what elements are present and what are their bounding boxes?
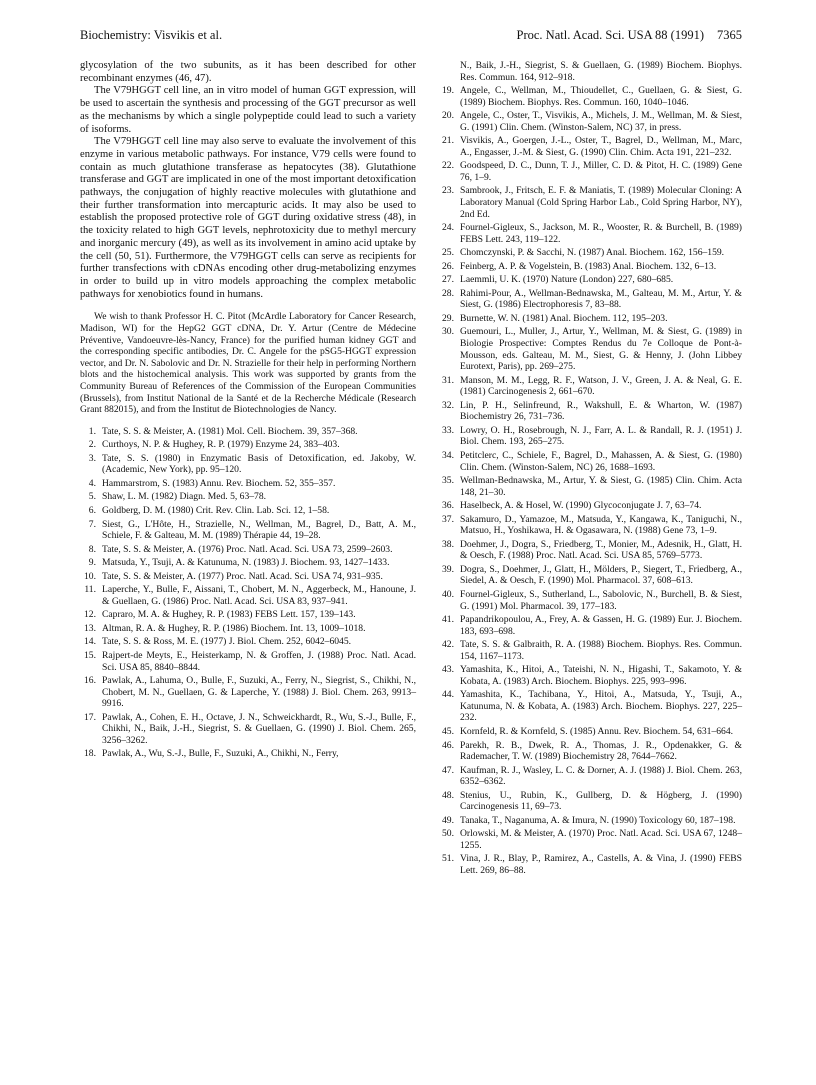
reference-number: 8. — [88, 543, 96, 555]
reference-number: 31. — [442, 374, 454, 386]
reference-number: 33. — [442, 424, 454, 436]
page-header — [80, 28, 742, 46]
reference-item — [438, 375, 742, 398]
reference-text: Stenius, U., Rubin, K., Gullberg, D. & Högberg, J. (1990) Carcinogenesis 11, 69–73. — [460, 789, 742, 813]
reference-number: 3. — [88, 452, 96, 464]
reference-item — [80, 519, 416, 542]
reference-text: Angele, C., Wellman, M., Thioudellet, C., Guellaen, G. & Siest, G. (1989) Biochem. Biophys. Res. Commun. 160, 1040–1046. — [460, 85, 742, 108]
reference-item — [80, 544, 416, 556]
reference-item — [80, 571, 416, 583]
running-head-title: Biochemistry: Visvikis et al. — [80, 28, 223, 42]
reference-text: Parekh, R. B., Dwek, R. A., Thomas, J. R., Opdenakker, G. & Rademacher, T. W. (1989) Biochemistry 28, 7644–7662. — [460, 739, 742, 763]
reference-item — [438, 765, 742, 788]
reference-number: 49. — [442, 814, 454, 826]
reference-item — [438, 853, 742, 876]
reference-item — [80, 636, 416, 648]
reference-text: Papandrikopoulou, A., Frey, A. & Gassen, H. G. (1989) Eur. J. Biochem. 183, 693–698. — [460, 614, 742, 637]
reference-number: 39. — [442, 563, 454, 575]
reference-item — [438, 539, 742, 562]
reference-text: Lin, P. H., Selinfreund, R., Wakshull, E. & Wharton, W. (1987) Biochemistry 26, 731–736. — [460, 399, 742, 423]
reference-item — [438, 60, 742, 83]
reference-number: 46. — [442, 739, 454, 751]
left-column — [80, 60, 416, 762]
reference-text: Dogra, S., Doehmer, J., Glatt, H., Mölders, P., Siegert, T., Friedberg, A., Siedel, A. & Oesch, F. (1990) Mol. Pharmacol. 37, 608–613. — [460, 563, 742, 587]
reference-number: 18. — [84, 748, 96, 760]
reference-number: 11. — [84, 584, 96, 596]
reference-item — [80, 675, 416, 710]
reference-number: 19. — [442, 85, 454, 97]
reference-text: Shaw, L. M. (1982) Diagn. Med. 5, 63–78. — [102, 491, 267, 503]
reference-number: 14. — [84, 636, 96, 648]
reference-item — [438, 514, 742, 537]
reference-text: Tate, S. S. & Ross, M. E. (1977) J. Biol. Chem. 252, 6042–6045. — [102, 636, 352, 648]
reference-text: Hammarstrom, S. (1983) Annu. Rev. Biochem. 52, 355–357. — [102, 477, 336, 489]
reference-number: 44. — [442, 689, 454, 701]
reference-number: 35. — [442, 475, 454, 487]
reference-number: 21. — [442, 135, 454, 147]
reference-text: Pawlak, A., Lahuma, O., Bulle, F., Suzuki, A., Ferry, N., Siegrist, S., Chikhi, N., Chobert, M. N., Guellaen, G. & Laperche, Y. (1988) J. Biol. Chem. 263, 9913–9916. — [102, 675, 416, 710]
reference-text: Sakamuro, D., Yamazoe, M., Matsuda, Y., Kangawa, K., Taniguchi, N., Matsuo, H., Yoshikawa, H. & Ogasawara, N. (1988) Gene 73, 1–9. — [460, 513, 742, 537]
reference-item — [438, 222, 742, 245]
reference-text: Fournel-Gigleux, S., Jackson, M. R., Wooster, R. & Burchell, B. (1989) FEBS Lett. 243, 119–122. — [460, 222, 742, 245]
reference-item — [80, 609, 416, 621]
reference-text: Laperche, Y., Bulle, F., Aissani, T., Chobert, M. N., Aggerbeck, M., Hanoune, J. & Guellaen, G. (1986) Proc. Natl. Acad. Sci. USA 83, 937–941. — [102, 584, 416, 607]
reference-number: 15. — [84, 650, 96, 661]
reference-number: 17. — [84, 711, 96, 723]
reference-text: Tate, S. S. & Meister, A. (1977) Proc. Natl. Acad. Sci. USA 74, 931–935. — [102, 570, 383, 582]
reference-number: 34. — [442, 449, 454, 461]
reference-item — [438, 475, 742, 498]
reference-item — [438, 400, 742, 423]
reference-text: Tate, S. S. & Galbraith, R. A. (1988) Biochem. Biophys. Res. Commun. 154, 1167–1173. — [460, 639, 742, 662]
reference-item — [438, 564, 742, 587]
reference-text: Goldberg, D. M. (1980) Crit. Rev. Clin. Lab. Sci. 12, 1–58. — [102, 504, 330, 516]
reference-item — [438, 740, 742, 763]
reference-item — [438, 689, 742, 724]
reference-item — [438, 261, 742, 273]
reference-text: Angele, C., Oster, T., Visvikis, A., Michels, J. M., Wellman, M. & Siest, G. (1991) Clin. Chem. (Winston-Salem, NC) 37, in press. — [460, 110, 742, 133]
acknowledgment: We wish to thank Professor H. C. Pitot (McArdle Laboratory for Cancer Research, Madison, WI) for the HepG2 GGT cDNA, Dr. Y. Artur (Centre de Médecine Préventive, Vandoeuvre-lès-Nancy, France) for the purified human kidney GGT and the corresponding specific antibodies, Dr. C. Angele for the pSG5-HGGT expression vector, and Dr. N. Sabolovic and Dr. N. Strazielle for their help in performing Northern blots and the histochemical analysis. This work was supported by grants from the Community Bureau of References of the Commission of the European Communities (Brussels), from Institut National de la Santé et de la Recherche Médicale (Research Grant 882015), and from the Institut de Biotechnologies de Nancy. — [80, 311, 416, 416]
reference-item — [438, 639, 742, 662]
reference-number: 29. — [442, 312, 454, 324]
reference-text: Orlowski, M. & Meister, A. (1970) Proc. Natl. Acad. Sci. USA 67, 1248–1255. — [460, 828, 742, 851]
reference-number: 50. — [442, 828, 454, 840]
reference-item — [438, 790, 742, 813]
reference-text: Haselbeck, A. & Hosel, W. (1990) Glycoconjugate J. 7, 63–74. — [460, 500, 702, 512]
reference-text: Yamashita, K., Hitoi, A., Tateishi, N. N., Higashi, T., Sakamoto, Y. & Kobata, A. (1983) Arch. Biochem. Biophys. 225, 993–996. — [460, 664, 742, 687]
reference-text: Burnette, W. N. (1981) Anal. Biochem. 112, 195–203. — [460, 312, 668, 324]
reference-item — [80, 426, 416, 438]
reference-item — [438, 425, 742, 448]
reference-number: 48. — [442, 789, 454, 801]
reference-number: 40. — [442, 588, 454, 600]
reference-item — [438, 85, 742, 108]
reference-list-left — [80, 426, 416, 760]
reference-item — [438, 664, 742, 687]
reference-text: Pawlak, A., Cohen, E. H., Octave, J. N., Schweickhardt, R., Wu, S.-J., Bulle, F., Chikhi, N., Baik, J.-H., Siegrist, S. & Guellaen, G. (1990) J. Biol. Chem. 265, 3256–3262. — [102, 711, 416, 746]
body-paragraph: glycosylation of the two subunits, as it has been described for other recombinant enzymes (46, 47). — [80, 60, 416, 84]
reference-number: 32. — [442, 399, 454, 411]
reference-text: Feinberg, A. P. & Vogelstein, B. (1983) Anal. Biochem. 132, 6–13. — [460, 260, 717, 272]
reference-list-right — [438, 60, 742, 877]
reference-number: 25. — [442, 247, 454, 259]
reference-number: 4. — [88, 477, 96, 489]
reference-number: 47. — [442, 764, 454, 776]
reference-text: Chomczynski, P. & Sacchi, N. (1987) Anal. Biochem. 162, 156–159. — [460, 247, 725, 259]
reference-item — [438, 614, 742, 637]
reference-text: Sambrook, J., Fritsch, E. F. & Maniatis, T. (1989) Molecular Cloning: A Laboratory Manual (Cold Spring Harbor Lab., Cold Spring Harbor, NY), 2nd Ed. — [460, 185, 742, 220]
reference-text: Tanaka, T., Naganuma, A. & Imura, N. (1990) Toxicology 60, 187–198. — [460, 814, 736, 826]
reference-item — [438, 247, 742, 259]
reference-text: Kaufman, R. J., Wasley, L. C. & Dorner, A. J. (1988) J. Biol. Chem. 263, 6352–6362. — [460, 764, 742, 788]
body-paragraph: The V79HGGT cell line, an in vitro model of human GGT expression, will be used to ascertain the synthesis and processing of the GGT precursor as well as the mechanisms by which a single polypeptide could lead to such a variety of isoforms. — [80, 85, 416, 135]
reference-number: 41. — [442, 614, 454, 626]
reference-number: 12. — [84, 609, 96, 621]
reference-number: 16. — [84, 675, 96, 687]
reference-number: 51. — [442, 853, 454, 865]
page-number: 7365 — [717, 28, 742, 42]
reference-text: Tate, S. S. & Meister, A. (1976) Proc. Natl. Acad. Sci. USA 73, 2599–2603. — [102, 543, 393, 555]
reference-text: Rajpert-de Meyts, E., Heisterkamp, N. & Groffen, J. (1988) Proc. Natl. Acad. Sci. USA 85, 8840–8844. — [102, 650, 416, 673]
reference-text: Pawlak, A., Wu, S.-J., Bulle, F., Suzuki, A., Chikhi, N., Ferry, — [102, 748, 339, 760]
reference-item — [438, 274, 742, 286]
reference-number: 27. — [442, 274, 454, 286]
reference-number: 28. — [442, 287, 454, 299]
reference-text: Matsuda, Y., Tsuji, A. & Katunuma, N. (1983) J. Biochem. 93, 1427–1433. — [102, 557, 390, 569]
reference-text: Rahimi-Pour, A., Wellman-Bednawska, M., Galteau, M. M., Artur, Y. & Siest, G. (1986) Electrophoresis 7, 83–88. — [460, 287, 742, 311]
reference-number: 6. — [88, 504, 96, 516]
reference-number: 42. — [442, 639, 454, 651]
reference-number: 43. — [442, 664, 454, 676]
reference-text: Petitclerc, C., Schiele, F., Bagrel, D., Mahassen, A. & Siest, G. (1980) Clin. Chem. (Winston-Salem, NC) 26, 1688–1693. — [460, 449, 742, 473]
reference-item — [438, 828, 742, 851]
reference-item — [438, 326, 742, 372]
reference-number: 22. — [442, 160, 454, 172]
reference-item — [80, 712, 416, 747]
reference-item — [80, 478, 416, 490]
reference-number: 7. — [88, 518, 96, 530]
reference-number: 10. — [84, 570, 96, 582]
reference-item — [438, 815, 742, 827]
reference-number: 24. — [442, 222, 454, 234]
reference-item — [438, 288, 742, 311]
reference-text: Lowry, O. H., Rosebrough, N. J., Farr, A. L. & Randall, R. J. (1951) J. Biol. Chem. 193, 265–275. — [460, 424, 742, 448]
reference-text: Doehmer, J., Dogra, S., Friedberg, T., Monier, M., Adesnik, H., Glatt, H. & Oesch, F. (1988) Proc. Natl. Acad. Sci. USA 85, 5769–5773. — [460, 538, 742, 562]
reference-number: 1. — [88, 425, 96, 437]
reference-item — [80, 505, 416, 517]
reference-item — [80, 650, 416, 673]
reference-number: 26. — [442, 260, 454, 272]
reference-item — [438, 135, 742, 158]
reference-text: Vina, J. R., Blay, P., Ramirez, A., Castells, A. & Vina, J. (1990) FEBS Lett. 269, 86–88. — [460, 853, 742, 876]
reference-item — [80, 748, 416, 760]
right-column — [438, 60, 742, 879]
reference-text: Guemouri, L., Muller, J., Artur, Y., Wellman, M. & Siest, G. (1989) in Biologie Prospective: Comptes Rendus du 7e Colloque de Pont-à-Mousson, eds. Galteau, M. M., Siest, G. & Henny, J. (John Libbey Eurotext, Paris), pp. 269–275. — [460, 326, 742, 373]
reference-number: 13. — [84, 622, 96, 634]
reference-item — [438, 450, 742, 473]
reference-text: Siest, G., L'Hôte, H., Strazielle, N., Wellman, M., Bagrel, D., Batt, A. M., Schiele, F. & Galteau, M. M. (1989) Thérapie 44, 19–28. — [102, 518, 416, 542]
running-head-journal: Proc. Natl. Acad. Sci. USA 88 (1991) — [516, 28, 704, 42]
reference-item — [438, 589, 742, 612]
reference-item — [438, 110, 742, 133]
reference-text: Altman, R. A. & Hughey, R. P. (1986) Biochem. Int. 13, 1009–1018. — [102, 622, 366, 634]
body-paragraph: The V79HGGT cell line may also serve to evaluate the involvement of this enzyme in various metabolic pathways. For instance, V79 cells were found to contain as much glutathione transferase as hepatocytes (38). Glutathione transferase and GGT are implicated in one of the most important detoxification pathways, the conjugation of highly reactive molecules with glutathione and their further transformation into mercapturic acids. It may also be used to establish the proposed protective role of GGT during oxidative stress (48), in the toxicity related to high GGT levels, nephrotoxicity due to methyl mercury and inorganic mercury (49), as well as its involvement in amino acid uptake by the cell (50, 51). Furthermore, the V79HGGT cells can serve as recipients for further transfections with cDNAs encoding other drug-metabolizing enzymes in order to build up in vitro models approaching the complex metabolic pathways for xenobiotics found in humans. — [80, 136, 416, 300]
reference-item — [80, 453, 416, 476]
reference-number: 9. — [88, 557, 96, 569]
reference-number: 2. — [88, 439, 96, 451]
reference-item — [438, 313, 742, 325]
reference-text: Goodspeed, D. C., Dunn, T. J., Miller, C. D. & Pitot, H. C. (1989) Gene 76, 1–9. — [460, 160, 742, 183]
reference-number: 23. — [442, 185, 454, 197]
reference-text: Fournel-Gigleux, S., Sutherland, L., Sabolovic, N., Burchell, B. & Siest, G. (1991) Mol. Pharmacol. 39, 177–183. — [460, 588, 742, 612]
reference-number: 37. — [442, 513, 454, 525]
reference-text: Laemmli, U. K. (1970) Nature (London) 227, 680–685. — [460, 274, 674, 286]
reference-text: Curthoys, N. P. & Hughey, R. P. (1979) Enzyme 24, 383–403. — [102, 439, 340, 451]
reference-item — [80, 623, 416, 635]
reference-item — [80, 439, 416, 451]
reference-text: Capraro, M. A. & Hughey, R. P. (1983) FEBS Lett. 157, 139–143. — [102, 609, 356, 621]
reference-number: 38. — [442, 538, 454, 550]
reference-item — [438, 500, 742, 512]
reference-text: Wellman-Bednawska, M., Artur, Y. & Siest, G. (1985) Clin. Chim. Acta 148, 21–30. — [460, 475, 742, 498]
reference-number: 20. — [442, 110, 454, 122]
reference-item — [80, 584, 416, 607]
reference-text: Yamashita, K., Tachibana, Y., Hitoi, A., Matsuda, Y., Tsuji, A., Katunuma, N. & Kobata, A. (1983) Arch. Biochem. Biophys. 227, 225–232. — [460, 689, 742, 724]
reference-text: Visvikis, A., Goergen, J.-L., Oster, T., Bagrel, D., Wellman, M., Marc, A., Engasser, J.-M. & Siest, G. (1990) Clin. Chim. Acta 191, 221–232. — [460, 135, 742, 158]
reference-text: Manson, M. M., Legg, R. F., Watson, J. V., Green, J. A. & Neal, G. E. (1981) Carcinogenesis 2, 661–670. — [460, 374, 742, 398]
reference-number: 30. — [442, 326, 454, 338]
reference-item — [438, 726, 742, 738]
reference-item — [438, 185, 742, 220]
reference-item — [438, 160, 742, 183]
reference-item — [80, 491, 416, 503]
reference-item — [80, 557, 416, 569]
reference-text: N., Baik, J.-H., Siegrist, S. & Guellaen, G. (1989) Biochem. Biophys. Res. Commun. 164, 912–918. — [460, 60, 742, 83]
reference-number: 5. — [88, 491, 96, 503]
reference-text: Tate, S. S. & Meister, A. (1981) Mol. Cell. Biochem. 39, 357–368. — [102, 425, 358, 437]
reference-number: 36. — [442, 500, 454, 512]
reference-text: Tate, S. S. (1980) in Enzymatic Basis of Detoxification, ed. Jakoby, W. (Academic, New York), pp. 95–120. — [102, 452, 416, 476]
reference-text: Kornfeld, R. & Kornfeld, S. (1985) Annu. Rev. Biochem. 54, 631–664. — [460, 725, 734, 737]
reference-number: 45. — [442, 725, 454, 737]
